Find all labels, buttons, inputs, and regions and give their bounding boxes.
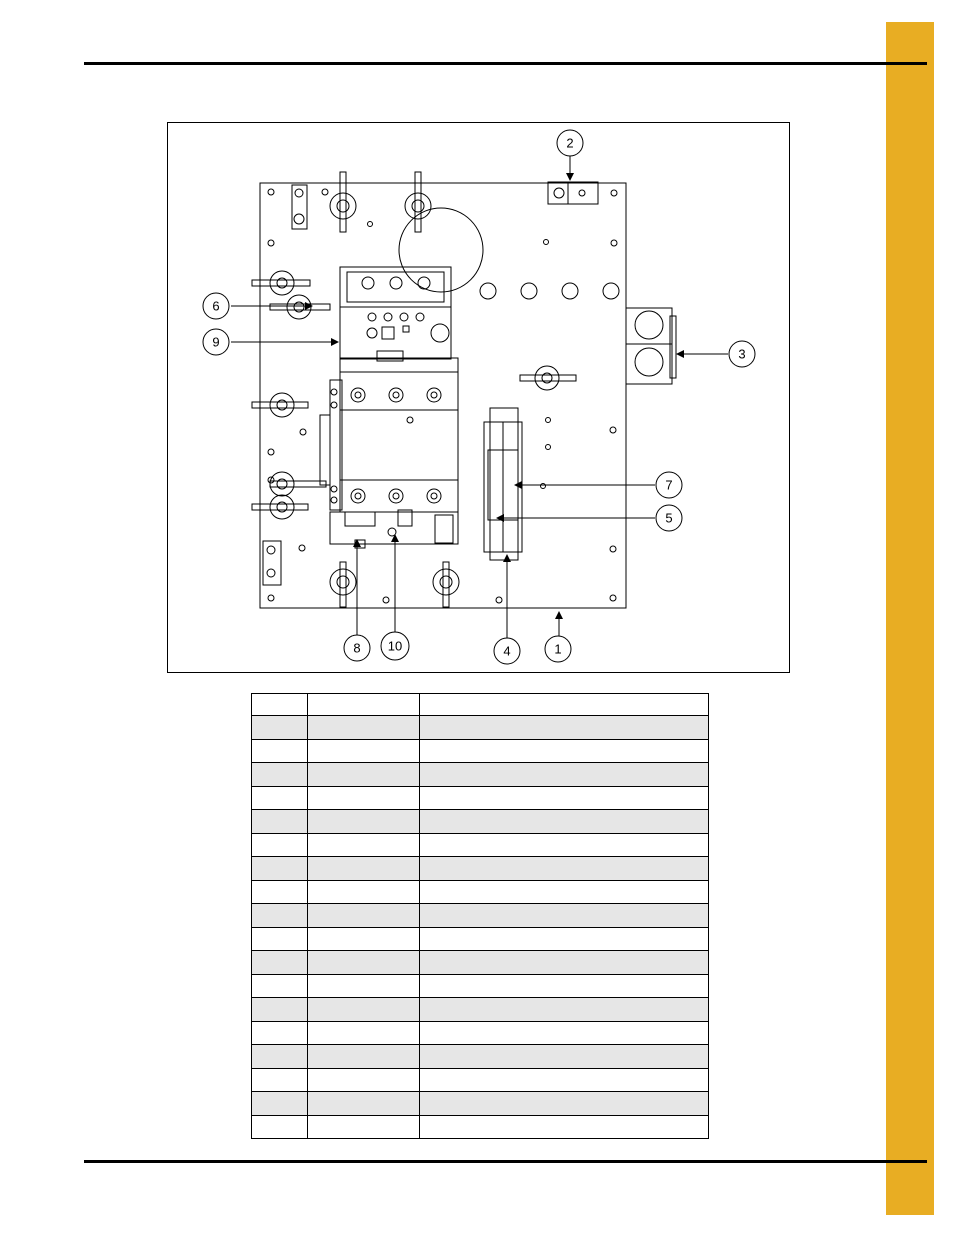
table-row <box>252 880 709 904</box>
description-cell <box>420 810 709 834</box>
description-cell <box>420 739 709 763</box>
description-cell <box>420 1092 709 1116</box>
part-number-cell <box>308 810 420 834</box>
callout-label-6: 6 <box>212 298 220 314</box>
part-number-cell <box>308 974 420 998</box>
part-number-cell <box>308 786 420 810</box>
table-row <box>252 1092 709 1116</box>
ref-cell <box>252 1092 308 1116</box>
ref-cell <box>252 880 308 904</box>
description-cell <box>420 1068 709 1092</box>
part-number-cell <box>308 739 420 763</box>
table-row <box>252 904 709 928</box>
footer-rule <box>84 1160 927 1163</box>
description-cell <box>420 974 709 998</box>
table-row <box>252 1068 709 1092</box>
table-row <box>252 786 709 810</box>
description-cell <box>420 763 709 787</box>
part-number-cell <box>308 1021 420 1045</box>
ref-cell <box>252 716 308 740</box>
part-number-cell <box>308 927 420 951</box>
part-number-cell <box>308 857 420 881</box>
description-cell <box>420 904 709 928</box>
ref-cell <box>252 1068 308 1092</box>
parts-table <box>251 693 709 1139</box>
callout-label-4: 4 <box>503 643 511 659</box>
table-row <box>252 739 709 763</box>
part-number-cell <box>308 951 420 975</box>
callout-label-8: 8 <box>353 640 361 656</box>
part-number-header <box>308 694 420 716</box>
table-row <box>252 998 709 1022</box>
ref-cell <box>252 786 308 810</box>
table-row <box>252 833 709 857</box>
ref-cell <box>252 1115 308 1139</box>
description-cell <box>420 927 709 951</box>
description-cell <box>420 1021 709 1045</box>
part-number-cell <box>308 1045 420 1069</box>
ref-cell <box>252 1021 308 1045</box>
part-number-cell <box>308 1115 420 1139</box>
part-number-cell <box>308 763 420 787</box>
description-cell <box>420 786 709 810</box>
table-row <box>252 951 709 975</box>
ref-cell <box>252 857 308 881</box>
table-row <box>252 1045 709 1069</box>
description-cell <box>420 1045 709 1069</box>
ref-cell <box>252 739 308 763</box>
ref-cell <box>252 763 308 787</box>
ref-cell <box>252 904 308 928</box>
part-number-cell <box>308 1068 420 1092</box>
part-number-cell <box>308 998 420 1022</box>
callout-label-10: 10 <box>387 638 403 654</box>
ref-cell <box>252 974 308 998</box>
table-row <box>252 810 709 834</box>
knockout-hole <box>399 208 483 292</box>
description-cell <box>420 833 709 857</box>
table-row <box>252 763 709 787</box>
ref-cell <box>252 810 308 834</box>
table-row <box>252 1021 709 1045</box>
table-row <box>252 927 709 951</box>
table-row <box>252 974 709 998</box>
callout-label-5: 5 <box>665 510 673 526</box>
table-row <box>252 716 709 740</box>
ref-cell <box>252 833 308 857</box>
description-cell <box>420 857 709 881</box>
pushbutton-station <box>626 308 672 384</box>
callout-label-1: 1 <box>554 641 562 657</box>
ref-cell <box>252 927 308 951</box>
description-cell <box>420 716 709 740</box>
overload-relay <box>340 267 451 307</box>
part-number-cell <box>308 880 420 904</box>
part-number-cell <box>308 1092 420 1116</box>
din-rail <box>490 408 518 560</box>
description-cell <box>420 880 709 904</box>
ref-cell <box>252 1045 308 1069</box>
table-row <box>252 857 709 881</box>
callout-label-2: 2 <box>566 135 574 151</box>
table-row <box>252 1115 709 1139</box>
part-number-cell <box>308 716 420 740</box>
callout-label-3: 3 <box>738 346 746 362</box>
part-number-cell <box>308 904 420 928</box>
ref-cell <box>252 951 308 975</box>
callout-label-9: 9 <box>212 334 220 350</box>
description-cell <box>420 1115 709 1139</box>
description-header <box>420 694 709 716</box>
parts-table-header <box>252 694 709 716</box>
ref-cell <box>252 998 308 1022</box>
description-cell <box>420 998 709 1022</box>
callout-label-7: 7 <box>665 477 673 493</box>
part-number-cell <box>308 833 420 857</box>
ref-header <box>252 694 308 716</box>
description-cell <box>420 951 709 975</box>
